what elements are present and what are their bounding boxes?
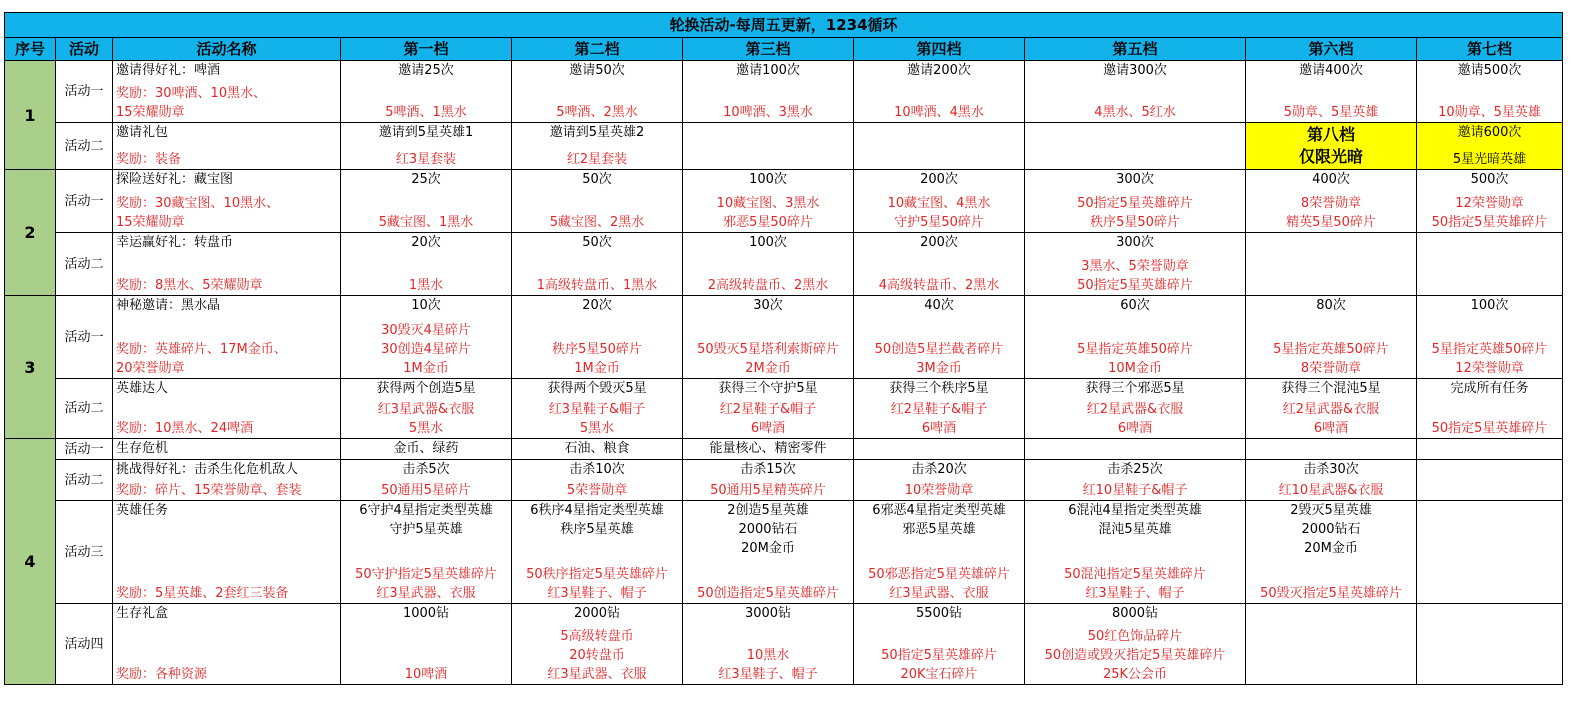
tier-requirement: 击杀30次 xyxy=(1303,462,1359,477)
tier-cell xyxy=(1025,460,1246,501)
activity-name-cell xyxy=(113,296,341,379)
column-header: 活动名称 xyxy=(113,38,341,61)
tier-cell xyxy=(1246,233,1417,296)
tier-reward: 红3星武器、衣服 xyxy=(547,667,647,682)
group-number: 1 xyxy=(5,61,56,170)
reward-line: 奖励：碎片、15荣誉勋章、套装 xyxy=(116,483,302,498)
tier-requirement: 能量核心、精密零件 xyxy=(709,441,827,456)
tier-cell xyxy=(854,61,1025,123)
tier-reward: 红3星鞋子、帽子 xyxy=(718,667,818,682)
tier-reward: 10藏宝图、3黑水 xyxy=(716,196,820,211)
tier-requirement: 3000钻 xyxy=(744,606,792,621)
reward-line: 奖励：10黑水、24啤酒 xyxy=(116,421,254,436)
tier-requirement: 6秩序4星指定类型英雄 xyxy=(530,503,664,518)
tier-cell xyxy=(1025,61,1246,123)
tier-requirement: 获得三个守护5星 xyxy=(718,381,818,396)
activity-reward xyxy=(116,84,339,122)
tier-cell xyxy=(854,170,1025,233)
tier-requirement: 300次 xyxy=(1116,172,1154,187)
tier-cell xyxy=(1417,123,1563,170)
tier-requirement: 20次 xyxy=(582,298,612,313)
tier-requirement: 2000钻 xyxy=(573,606,621,621)
tier-cell xyxy=(854,604,1025,685)
tier-reward: 5高级转盘币 xyxy=(560,629,634,644)
tier-requirement: 邀请到5星英雄1 xyxy=(378,125,474,140)
rotation-activity-table xyxy=(4,12,1563,685)
tier-reward: 50创造或毁灭指定5星英雄碎片 xyxy=(1044,648,1226,663)
tier-requirement: 500次 xyxy=(1470,172,1509,187)
tier-cell xyxy=(341,460,512,501)
tier-reward: 红2星武器&衣服 xyxy=(1086,402,1184,417)
tier-reward: 10勋章、5星英雄 xyxy=(1438,105,1541,120)
tier-cell xyxy=(683,233,854,296)
tier-requirement: 5500钻 xyxy=(915,606,963,621)
tier-requirement: 6混沌4星指定类型英雄 xyxy=(1068,503,1202,518)
tier-reward: 红2星武器&衣服 xyxy=(1282,402,1380,417)
table-row xyxy=(5,296,1563,379)
tier-cell xyxy=(512,123,683,170)
tier-reward: 2M金币 xyxy=(745,361,791,376)
tier-reward: 10荣誉勋章 xyxy=(904,483,974,498)
tier-requirement: 1000钻 xyxy=(402,606,450,621)
tier-reward: 10黑水 xyxy=(746,648,790,663)
tier-requirement: 2毁灭5星英雄 xyxy=(1290,503,1372,518)
tier-reward: 红3星武器、衣服 xyxy=(376,586,476,601)
activity-label: 活动一 xyxy=(56,439,113,460)
tier-reward: 红10星武器&衣服 xyxy=(1278,483,1384,498)
tier-reward: 10啤酒、4黑水 xyxy=(894,105,984,120)
activity-name-cell xyxy=(113,61,341,123)
tier-requirement: 邀请到5星英雄2 xyxy=(549,125,645,140)
tier-cell xyxy=(1417,233,1563,296)
tier-cell xyxy=(512,439,683,460)
tier-cell xyxy=(854,233,1025,296)
activity-name-cell xyxy=(113,460,341,501)
tier-requirement: 8000钻 xyxy=(1111,606,1159,621)
tier-requirement: 邀请500次 xyxy=(1457,63,1522,78)
activity-name-cell xyxy=(113,604,341,685)
tier-cell xyxy=(1417,296,1563,379)
table-row xyxy=(5,460,1563,501)
tier-cell xyxy=(341,170,512,233)
tier-requirement: 50次 xyxy=(582,172,612,187)
tier-reward: 6啤酒 xyxy=(1117,421,1153,436)
tier-requirement: 邀请50次 xyxy=(569,63,625,78)
tier-reward: 50通用5星碎片 xyxy=(381,483,471,498)
table-row xyxy=(5,439,1563,460)
header-row xyxy=(5,38,1563,61)
activity-name-cell xyxy=(113,379,341,439)
tier-requirement: 10次 xyxy=(411,298,441,313)
tier-cell xyxy=(683,439,854,460)
tier-reward: 50指定5星英雄碎片 xyxy=(1431,215,1548,230)
tier-requirement: 邀请400次 xyxy=(1299,63,1363,78)
activity-name-cell xyxy=(113,501,341,604)
tier-reward: 红2星鞋子&帽子 xyxy=(719,402,817,417)
tier-reward: 5星光暗英雄 xyxy=(1452,152,1527,167)
tier-requirement: 秩序5星英雄 xyxy=(560,522,634,537)
tier-requirement: 获得两个创造5星 xyxy=(376,381,476,396)
tier-cell xyxy=(1417,61,1563,123)
group-number: 3 xyxy=(5,296,56,439)
tier-cell xyxy=(1417,379,1563,439)
activity-reward xyxy=(116,194,339,232)
activity-name: 生存礼盒 xyxy=(116,606,169,621)
activity-name-cell xyxy=(113,439,341,460)
tier-cell xyxy=(1246,170,1417,233)
tier-cell xyxy=(512,460,683,501)
activity-reward xyxy=(116,150,339,169)
tier-cell xyxy=(1246,123,1417,170)
tier-requirement: 100次 xyxy=(749,172,787,187)
tier-reward: 5星指定英雄50碎片 xyxy=(1273,342,1389,357)
column-header: 第二档 xyxy=(512,38,683,61)
tier-requirement: 30次 xyxy=(753,298,783,313)
tier-requirement: 击杀10次 xyxy=(569,462,625,477)
tier-cell xyxy=(341,296,512,379)
tier-requirement: 石油、粮食 xyxy=(564,441,630,456)
activity-name: 生存危机 xyxy=(116,441,169,456)
tier-cell xyxy=(683,123,854,170)
tier-requirement: 金币、绿药 xyxy=(393,441,459,456)
column-header: 序号 xyxy=(5,38,56,61)
tier-requirement: 40次 xyxy=(924,298,954,313)
activity-label: 活动一 xyxy=(56,61,113,123)
tier-requirement: 击杀20次 xyxy=(911,462,967,477)
tier-requirement: 300次 xyxy=(1116,235,1154,250)
tier-requirement: 80次 xyxy=(1316,298,1346,313)
tier-cell xyxy=(512,379,683,439)
tier-reward: 25K公会币 xyxy=(1102,667,1168,682)
tier-cell xyxy=(1025,233,1246,296)
column-header: 第七档 xyxy=(1417,38,1563,61)
activity-label: 活动二 xyxy=(56,233,113,296)
reward-line: 奖励：30啤酒、10黑水、 xyxy=(116,86,267,101)
tier-requirement: 第八档 xyxy=(1306,125,1355,144)
tier-reward: 1M金币 xyxy=(403,361,449,376)
tier-cell xyxy=(854,123,1025,170)
tier-reward: 10啤酒、3黑水 xyxy=(723,105,813,120)
activity-reward xyxy=(116,481,339,500)
tier-reward: 5荣誉勋章 xyxy=(566,483,628,498)
activity-name-cell xyxy=(113,233,341,296)
tier-reward: 8荣誉勋章 xyxy=(1300,196,1362,211)
column-header: 第三档 xyxy=(683,38,854,61)
tier-cell xyxy=(1025,170,1246,233)
reward-line: 奖励：装备 xyxy=(116,152,182,167)
tier-reward: 10藏宝图、4黑水 xyxy=(887,196,991,211)
tier-requirement: 50次 xyxy=(582,235,612,250)
activity-name: 幸运赢好礼：转盘币 xyxy=(116,235,234,250)
tier-requirement: 400次 xyxy=(1312,172,1350,187)
tier-reward: 6啤酒 xyxy=(1313,421,1349,436)
tier-cell xyxy=(683,501,854,604)
tier-cell xyxy=(1025,439,1246,460)
tier-requirement: 25次 xyxy=(411,172,441,187)
activity-label: 活动三 xyxy=(56,501,113,604)
tier-requirement: 邀请200次 xyxy=(907,63,971,78)
tier-reward: 50指定5星英雄碎片 xyxy=(881,648,997,663)
tier-reward: 50指定5星英雄碎片 xyxy=(1077,196,1193,211)
tier-cell xyxy=(1417,170,1563,233)
tier-reward: 红3星鞋子、帽子 xyxy=(1085,586,1185,601)
tier-reward: 6啤酒 xyxy=(750,421,786,436)
tier-cell xyxy=(854,296,1025,379)
tier-reward: 5黑水 xyxy=(579,421,615,436)
tier-cell xyxy=(1417,439,1563,460)
tier-reward: 10M金币 xyxy=(1108,361,1162,376)
reward-line: 奖励：8黑水、5荣耀勋章 xyxy=(116,278,263,293)
tier-reward: 5黑水 xyxy=(408,421,444,436)
tier-cell xyxy=(683,379,854,439)
tier-reward: 20K宝石碎片 xyxy=(900,667,978,682)
tier-requirement: 获得三个邪恶5星 xyxy=(1085,381,1185,396)
tier-reward: 30创造4星碎片 xyxy=(381,342,471,357)
tier-cell xyxy=(854,379,1025,439)
reward-line: 奖励：各种资源 xyxy=(116,667,208,682)
tier-requirement: 仅限光暗 xyxy=(1298,147,1363,166)
tier-requirement: 100次 xyxy=(1470,298,1509,313)
tier-cell xyxy=(341,379,512,439)
tier-reward: 12荣誉勋章 xyxy=(1455,196,1524,211)
group-number: 2 xyxy=(5,170,56,296)
tier-reward: 秩序5星50碎片 xyxy=(552,342,642,357)
tier-requirement: 20次 xyxy=(411,235,441,250)
activity-label: 活动二 xyxy=(56,123,113,170)
tier-cell xyxy=(341,604,512,685)
tier-cell xyxy=(1025,604,1246,685)
table-row xyxy=(5,61,1563,123)
table-row xyxy=(5,170,1563,233)
tier-reward: 红10星鞋子&帽子 xyxy=(1082,483,1188,498)
tier-cell xyxy=(1025,123,1246,170)
tier-reward: 红3星套装 xyxy=(395,152,457,167)
tier-requirement: 混沌5星英雄 xyxy=(1098,522,1172,537)
tier-cell xyxy=(683,604,854,685)
tier-reward: 6啤酒 xyxy=(921,421,957,436)
reward-line: 奖励：5星英雄、2套红三装备 xyxy=(116,586,289,601)
tier-reward: 20转盘币 xyxy=(569,648,625,663)
tier-reward: 5啤酒、1黑水 xyxy=(385,105,467,120)
reward-line: 15荣耀勋章 xyxy=(116,215,185,230)
tier-reward: 4黑水、5红水 xyxy=(1094,105,1176,120)
tier-reward: 守护5星50碎片 xyxy=(894,215,984,230)
tier-reward: 50毁灭指定5星英雄碎片 xyxy=(1260,586,1402,601)
tier-requirement: 20M金币 xyxy=(741,541,795,556)
activity-reward xyxy=(116,665,339,684)
table-title: 轮换活动-每周五更新，1234循环 xyxy=(5,13,1563,38)
tier-cell xyxy=(1417,501,1563,604)
activity-name: 探险送好礼：藏宝图 xyxy=(116,172,234,187)
tier-cell xyxy=(1025,296,1246,379)
tier-reward: 1黑水 xyxy=(408,278,444,293)
tier-cell xyxy=(512,296,683,379)
tier-cell xyxy=(683,61,854,123)
tier-reward: 红2星鞋子&帽子 xyxy=(890,402,988,417)
tier-requirement: 邀请600次 xyxy=(1457,125,1522,140)
tier-requirement: 击杀15次 xyxy=(740,462,796,477)
tier-cell xyxy=(341,61,512,123)
tier-cell xyxy=(1246,61,1417,123)
tier-reward: 12荣誉勋章 xyxy=(1455,361,1524,376)
tier-reward: 50秩序指定5星英雄碎片 xyxy=(526,567,668,582)
tier-requirement: 2000钻石 xyxy=(1301,522,1361,537)
tier-reward: 3M金币 xyxy=(916,361,962,376)
tier-cell xyxy=(341,501,512,604)
table-row xyxy=(5,501,1563,604)
tier-cell xyxy=(1246,460,1417,501)
tier-requirement: 200次 xyxy=(920,172,958,187)
tier-cell xyxy=(341,233,512,296)
activity-label: 活动一 xyxy=(56,296,113,379)
activity-label: 活动二 xyxy=(56,460,113,501)
tier-reward: 5星指定英雄50碎片 xyxy=(1431,342,1548,357)
tier-reward: 50邪恶指定5星英雄碎片 xyxy=(868,567,1010,582)
tier-requirement: 6守护4星指定类型英雄 xyxy=(359,503,493,518)
tier-reward: 1高级转盘币、1黑水 xyxy=(536,278,658,293)
column-header: 第四档 xyxy=(854,38,1025,61)
activity-name: 邀请礼包 xyxy=(116,125,169,140)
tier-reward: 8荣誉勋章 xyxy=(1300,361,1362,376)
tier-reward: 红3星武器、衣服 xyxy=(889,586,989,601)
tier-requirement: 邪恶5星英雄 xyxy=(902,522,976,537)
tier-cell xyxy=(1025,379,1246,439)
activity-reward xyxy=(116,276,339,295)
tier-reward: 邪恶5星50碎片 xyxy=(723,215,813,230)
tier-requirement: 邀请300次 xyxy=(1103,63,1167,78)
tier-reward: 5星指定英雄50碎片 xyxy=(1077,342,1193,357)
tier-reward: 秩序5星50碎片 xyxy=(1090,215,1180,230)
activity-label: 活动一 xyxy=(56,170,113,233)
tier-requirement: 100次 xyxy=(749,235,787,250)
tier-reward: 5啤酒、2黑水 xyxy=(556,105,638,120)
tier-reward: 50指定5星英雄碎片 xyxy=(1077,278,1193,293)
tier-requirement: 2000钻石 xyxy=(738,522,798,537)
tier-reward: 50毁灭5星塔利索斯碎片 xyxy=(697,342,839,357)
tier-reward: 4高级转盘币、2黑水 xyxy=(878,278,1000,293)
tier-reward: 50创造指定5星英雄碎片 xyxy=(697,586,839,601)
tier-requirement: 20M金币 xyxy=(1304,541,1358,556)
tier-reward: 50指定5星英雄碎片 xyxy=(1431,421,1548,436)
activity-reward xyxy=(116,340,339,378)
activity-reward xyxy=(116,584,339,603)
column-header: 活动 xyxy=(56,38,113,61)
tier-requirement: 6邪恶4星指定类型英雄 xyxy=(872,503,1006,518)
tier-requirement: 获得三个秩序5星 xyxy=(889,381,989,396)
reward-line: 奖励：30藏宝图、10黑水、 xyxy=(116,196,280,211)
tier-cell xyxy=(1246,604,1417,685)
tier-reward: 红3星鞋子&帽子 xyxy=(548,402,646,417)
activity-name-cell xyxy=(113,123,341,170)
tier-requirement: 邀请100次 xyxy=(736,63,800,78)
reward-line: 15荣耀勋章 xyxy=(116,105,185,120)
tier-requirement: 守护5星英雄 xyxy=(389,522,463,537)
tier-cell xyxy=(512,604,683,685)
tier-cell xyxy=(512,170,683,233)
tier-requirement: 获得两个毁灭5星 xyxy=(547,381,647,396)
tier-cell xyxy=(341,439,512,460)
activity-name: 挑战得好礼：击杀生化危机敌人 xyxy=(116,462,299,477)
tier-cell xyxy=(512,501,683,604)
tier-reward: 50通用5星精英碎片 xyxy=(710,483,826,498)
tier-cell xyxy=(1246,379,1417,439)
tier-reward: 50混沌指定5星英雄碎片 xyxy=(1064,567,1206,582)
tier-requirement: 击杀5次 xyxy=(402,462,450,477)
tier-cell xyxy=(854,501,1025,604)
table-row xyxy=(5,123,1563,170)
tier-reward: 精英5星50碎片 xyxy=(1286,215,1376,230)
tier-reward: 50红色饰品碎片 xyxy=(1087,629,1183,644)
tier-requirement: 邀请25次 xyxy=(398,63,454,78)
tier-reward: 2高级转盘币、2黑水 xyxy=(707,278,829,293)
reward-line: 20荣誉勋章 xyxy=(116,361,185,376)
tier-reward: 50创造5星拦截者碎片 xyxy=(874,342,1004,357)
tier-requirement: 2创造5星英雄 xyxy=(727,503,809,518)
tier-requirement: 获得三个混沌5星 xyxy=(1281,381,1381,396)
tier-reward: 红3星鞋子、帽子 xyxy=(547,586,647,601)
tier-cell xyxy=(1246,296,1417,379)
column-header: 第一档 xyxy=(341,38,512,61)
tier-cell xyxy=(683,170,854,233)
tier-cell xyxy=(1246,439,1417,460)
tier-cell xyxy=(1025,501,1246,604)
activity-reward xyxy=(116,419,339,438)
tier-cell xyxy=(512,233,683,296)
tier-reward: 3黑水、5荣誉勋章 xyxy=(1081,259,1189,274)
tier-requirement: 击杀25次 xyxy=(1107,462,1163,477)
tier-reward: 50守护指定5星英雄碎片 xyxy=(355,567,497,582)
activity-label: 活动四 xyxy=(56,604,113,685)
tier-reward: 1M金币 xyxy=(574,361,620,376)
activity-name: 邀请得好礼：啤酒 xyxy=(116,63,221,78)
activity-label: 活动二 xyxy=(56,379,113,439)
tier-reward: 红3星武器&衣服 xyxy=(377,402,475,417)
tier-reward: 5藏宝图、1黑水 xyxy=(378,215,474,230)
column-header: 第五档 xyxy=(1025,38,1246,61)
tier-reward: 红2星套装 xyxy=(566,152,628,167)
tier-requirement: 60次 xyxy=(1120,298,1150,313)
reward-line: 奖励：英雄碎片、17M金币、 xyxy=(116,342,287,357)
tier-reward: 10啤酒 xyxy=(404,667,448,682)
table-row xyxy=(5,233,1563,296)
tier-requirement: 完成所有任务 xyxy=(1450,381,1529,396)
activity-name: 英雄达人 xyxy=(116,381,169,396)
tier-cell xyxy=(1417,460,1563,501)
tier-reward: 30毁灭4星碎片 xyxy=(381,323,471,338)
table-row xyxy=(5,379,1563,439)
activity-name-cell xyxy=(113,170,341,233)
tier-cell xyxy=(512,61,683,123)
tier-requirement: 200次 xyxy=(920,235,958,250)
table-row xyxy=(5,604,1563,685)
tier-reward: 5藏宝图、2黑水 xyxy=(549,215,645,230)
tier-cell xyxy=(341,123,512,170)
column-header: 第六档 xyxy=(1246,38,1417,61)
tier-cell xyxy=(683,296,854,379)
activity-name: 英雄任务 xyxy=(116,503,169,518)
activity-name: 神秘邀请：黑水晶 xyxy=(116,298,221,313)
tier-cell xyxy=(1246,501,1417,604)
tier-reward: 5勋章、5星英雄 xyxy=(1283,105,1379,120)
tier-cell xyxy=(854,460,1025,501)
tier-cell xyxy=(854,439,1025,460)
tier-cell xyxy=(683,460,854,501)
tier-cell xyxy=(1417,604,1563,685)
group-number: 4 xyxy=(5,439,56,685)
